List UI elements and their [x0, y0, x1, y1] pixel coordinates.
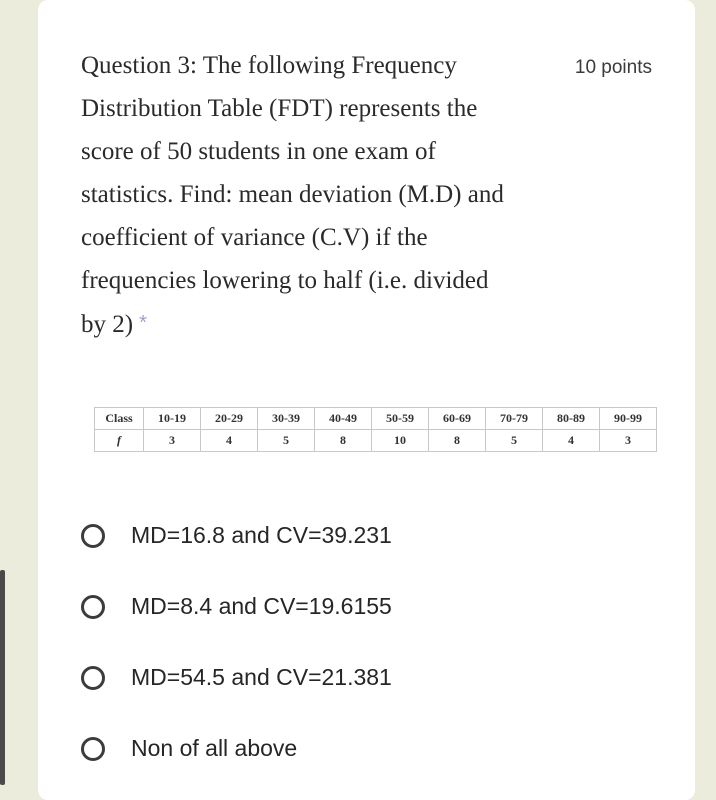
- question-line: Question 3: The following Frequency: [81, 52, 457, 79]
- option-label[interactable]: MD=8.4 and CV=19.6155: [131, 593, 392, 619]
- frequency-cell: 4: [201, 430, 258, 452]
- class-cell: 10-19: [144, 408, 201, 430]
- frequency-cell: 3: [600, 430, 657, 452]
- class-cell: 90-99: [600, 408, 657, 430]
- option-label[interactable]: MD=16.8 and CV=39.231: [131, 522, 392, 548]
- option-4[interactable]: [81, 713, 392, 784]
- option-1[interactable]: [81, 500, 392, 571]
- frequency-cell: 5: [486, 430, 543, 452]
- question-text: [81, 44, 566, 346]
- frequency-cell: 8: [315, 430, 372, 452]
- frequency-cell: 8: [429, 430, 486, 452]
- radio-button[interactable]: [81, 666, 105, 690]
- class-cell: 70-79: [486, 408, 543, 430]
- scroll-indicator: [0, 570, 5, 785]
- question-line: Distribution Table (FDT) represents the: [81, 95, 478, 122]
- question-card: [38, 0, 695, 800]
- class-header: Class: [95, 408, 144, 430]
- radio-button[interactable]: [81, 595, 105, 619]
- class-cell: 60-69: [429, 408, 486, 430]
- frequency-distribution-table: [94, 407, 657, 452]
- option-label[interactable]: MD=54.5 and CV=21.381: [131, 664, 392, 690]
- option-2[interactable]: [81, 571, 392, 642]
- class-cell: 20-29: [201, 408, 258, 430]
- question-line: statistics. Find: mean deviation (M.D) and: [81, 181, 504, 208]
- option-3[interactable]: [81, 642, 392, 713]
- question-line: by 2): [81, 311, 134, 338]
- frequency-cell: 5: [258, 430, 315, 452]
- frequency-row: [95, 430, 657, 452]
- frequency-header: f: [95, 430, 144, 452]
- class-cell: 40-49: [315, 408, 372, 430]
- class-cell: 30-39: [258, 408, 315, 430]
- answer-options: [81, 500, 392, 784]
- required-asterisk: *: [139, 312, 147, 334]
- class-cell: 80-89: [543, 408, 600, 430]
- question-line: coefficient of variance (C.V) if the: [81, 224, 428, 251]
- frequency-cell: 3: [144, 430, 201, 452]
- points-label: 10 points: [574, 57, 652, 78]
- radio-button[interactable]: [81, 737, 105, 761]
- option-label[interactable]: Non of all above: [131, 735, 298, 761]
- class-cell: 50-59: [372, 408, 429, 430]
- frequency-cell: 10: [372, 430, 429, 452]
- class-row: [95, 408, 657, 430]
- question-line: frequencies lowering to half (i.e. divided: [81, 267, 489, 294]
- radio-button[interactable]: [81, 524, 105, 548]
- question-line: score of 50 students in one exam of: [81, 138, 436, 165]
- frequency-cell: 4: [543, 430, 600, 452]
- question-line-last: [81, 302, 566, 346]
